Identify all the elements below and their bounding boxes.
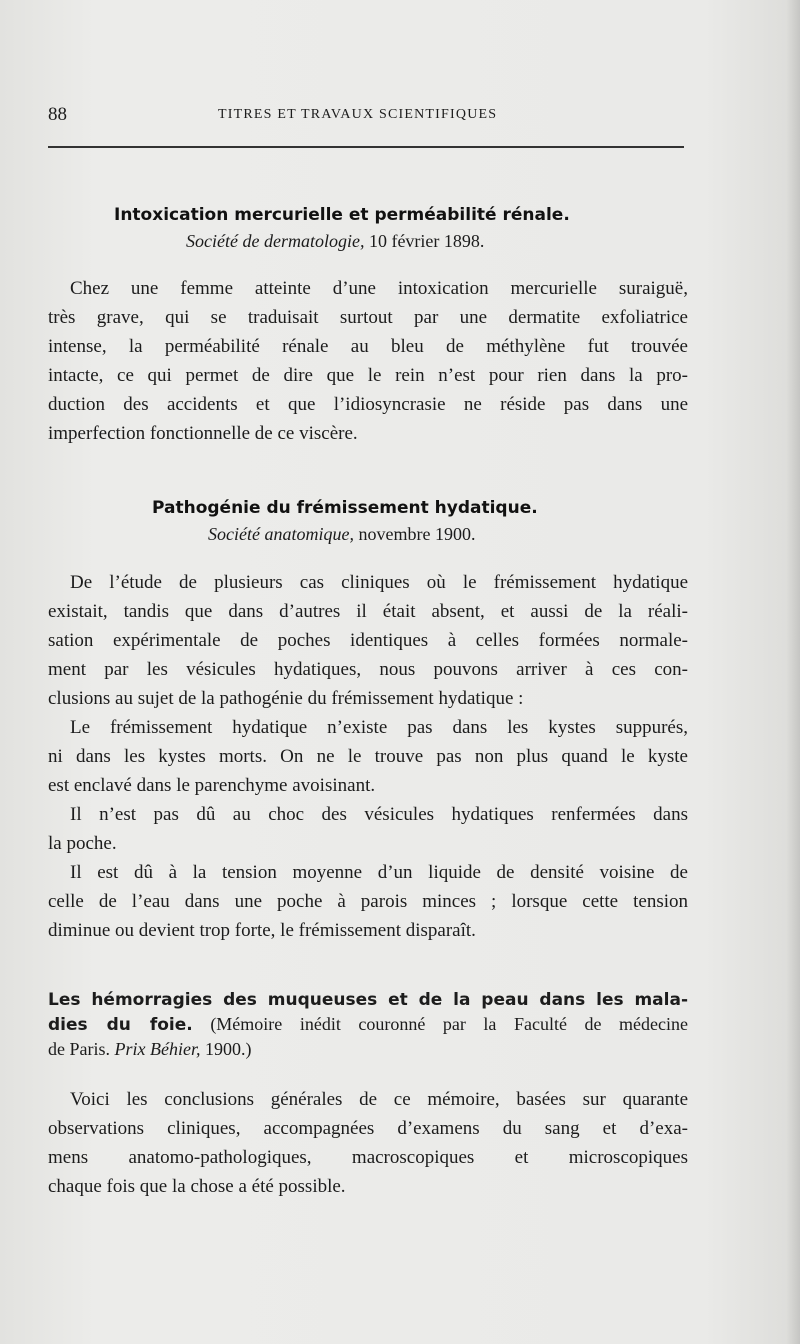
section2-p1-line: existait, tandis que dans d’autres il était absent, et aussi de la réali- [48, 601, 688, 622]
section2-p1-line: De l’étude de plusieurs cas cliniques où le frémissement hydatique [70, 572, 688, 593]
section2-p1-line: ment par les vésicules hydatiques, nous pouvons arriver à ces con- [48, 659, 688, 680]
section3-line: chaque fois que la chose a été possible. [48, 1176, 346, 1197]
section3-paragraph [48, 1085, 688, 1201]
section3-paris: de Paris. [48, 1039, 110, 1059]
section1-line: très grave, qui se traduisait surtout par une dermatite exfoliatrice [48, 307, 688, 328]
section3-title-block [48, 988, 688, 1061]
section2-title: Pathogénie du frémissement hydatique. [152, 498, 538, 518]
section1-line: imperfection fonctionnelle de ce viscère. [48, 423, 358, 444]
section3-title-note: (Mémoire inédit couronné par la Faculté de médecine [210, 1014, 689, 1034]
section2-p4-line: celle de l’eau dans une poche à parois minces ; lorsque cette tension [48, 891, 688, 912]
section2-p2-line: Le frémissement hydatique n’existe pas dans les kystes suppurés, [70, 717, 688, 738]
section3-prize: Prix Béhier, [114, 1039, 201, 1059]
section2-date: novembre 1900. [358, 524, 476, 544]
section1-line: Chez une femme atteinte d’une intoxication mercurielle suraiguë, [70, 278, 688, 299]
section2-citation [208, 524, 475, 545]
section2-p3-line: la poche. [48, 833, 117, 854]
section2-p1-line: sation expérimentale de poches identiques à celles formées normale- [48, 630, 688, 651]
section2-paragraphs [48, 568, 688, 945]
section3-year: 1900.) [204, 1039, 252, 1059]
section2-p2-line: ni dans les kystes morts. On ne le trouve pas non plus quand le kyste [48, 746, 688, 767]
page-header [48, 104, 688, 130]
section3-title-line1: Les hémorragies des muqueuses et de la peau dans les mala- [48, 990, 688, 1010]
section3-line: Voici les conclusions générales de ce mémoire, basées sur quarante [70, 1089, 688, 1110]
section1-line: intacte, ce qui permet de dire que le rein n’est pour rien dans la pro- [48, 365, 688, 386]
section1-line: duction des accidents et que l’idiosyncrasie ne réside pas dans une [48, 394, 688, 415]
page-edge-shadow [786, 0, 800, 1344]
section1-society: Société de dermatologie, [186, 231, 365, 251]
section2-p4-line: Il est dû à la tension moyenne d’un liquide de densité voisine de [70, 862, 688, 883]
section2-p2-line: est enclavé dans le parenchyme avoisinant. [48, 775, 376, 796]
section1-title: Intoxication mercurielle et perméabilité rénale. [114, 205, 570, 225]
page-number: 88 [48, 104, 67, 125]
section2-p3-line: Il n’est pas dû au choc des vésicules hydatiques renfermées dans [70, 804, 688, 825]
section1-date: 10 février 1898. [368, 231, 485, 251]
section1-citation [186, 231, 484, 252]
section1-line: intense, la perméabilité rénale au bleu de méthylène fut trouvée [48, 336, 688, 357]
running-title: TITRES ET TRAVAUX SCIENTIFIQUES [218, 107, 498, 122]
section3-title-line3 [48, 1037, 688, 1061]
section2-p1-line: clusions au sujet de la pathogénie du frémissement hydatique : [48, 688, 524, 709]
section2-p4-line: diminue ou devient trop forte, le frémissement disparaît. [48, 920, 476, 941]
header-rule [48, 146, 684, 148]
section2-society: Société anatomique, [208, 524, 354, 544]
section3-line: mens anatomo-pathologiques, macroscopiques et microscopiques [48, 1147, 688, 1168]
section3-title-line2 [48, 1012, 688, 1037]
section3-title-bold: dies du foie. [48, 1015, 193, 1035]
section3-line: observations cliniques, accompagnées d’examens du sang et d’exa- [48, 1118, 688, 1139]
section1-paragraph [48, 274, 688, 448]
